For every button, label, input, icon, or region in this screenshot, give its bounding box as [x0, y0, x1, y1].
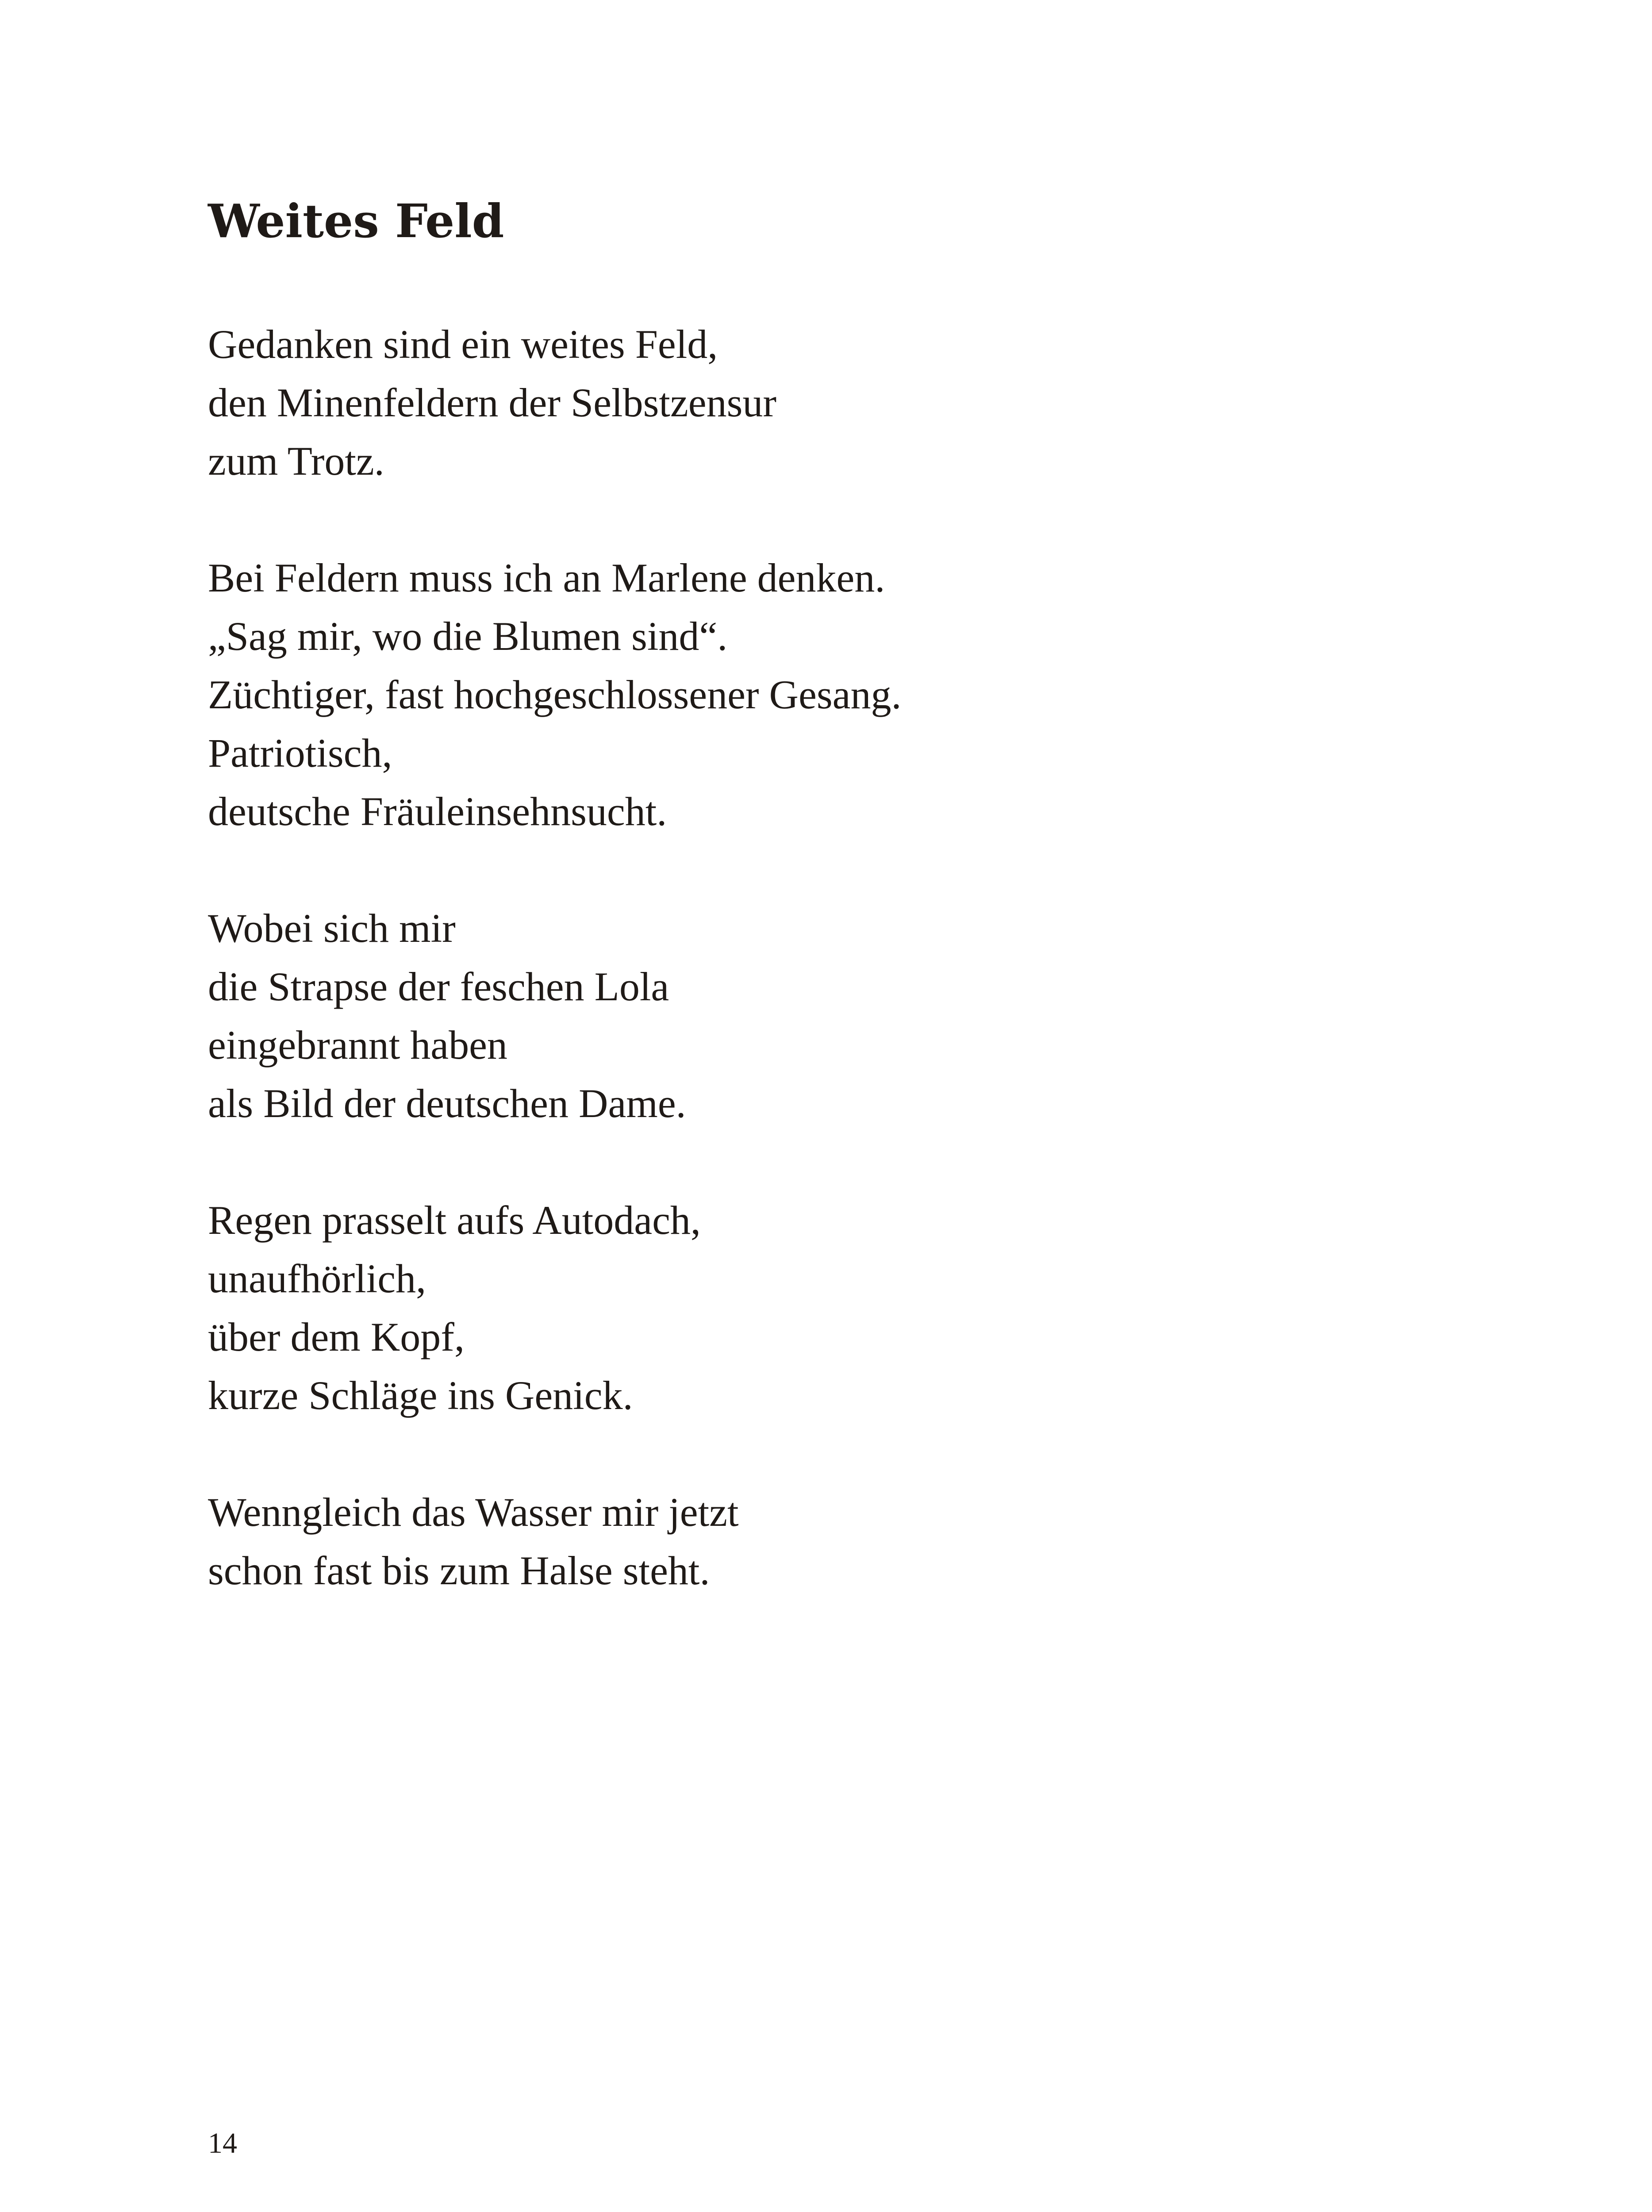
- poem-line: deutsche Fräuleinsehnsucht.: [208, 789, 667, 834]
- poem-line: Wenngleich das Wasser mir jetzt: [208, 1490, 739, 1535]
- poem-line: Regen prasselt aufs Autodach,: [208, 1198, 701, 1243]
- poem-line: über dem Kopf,: [208, 1314, 465, 1359]
- poem-line: als Bild der deutschen Dame.: [208, 1081, 686, 1126]
- poem-line: den Minenfeldern der Selbstzensur: [208, 380, 777, 425]
- poem-title: Weites Feld: [208, 194, 504, 248]
- poem-line: Züchtiger, fast hochgeschlossener Gesang.: [208, 672, 902, 717]
- poem-line: Wobei sich mir: [208, 906, 456, 951]
- stanza-4: [208, 1191, 1535, 1425]
- poem-line: zum Trotz.: [208, 438, 384, 484]
- poem-body: [208, 315, 1535, 1658]
- stanza-5: [208, 1483, 1535, 1600]
- stanza-1: [208, 315, 1535, 490]
- page-number: 14: [208, 2127, 237, 2159]
- poem-line: Patriotisch,: [208, 730, 392, 776]
- poem-line: eingebrannt haben: [208, 1022, 507, 1068]
- stanza-2: [208, 549, 1535, 841]
- poem-line: Bei Feldern muss ich an Marlene denken.: [208, 555, 885, 600]
- poem-line: schon fast bis zum Halse steht.: [208, 1548, 710, 1593]
- poem-line: unaufhörlich,: [208, 1256, 426, 1301]
- poem-line: „Sag mir, wo die Blumen sind“.: [208, 614, 728, 659]
- stanza-3: [208, 899, 1535, 1133]
- poem-line: Gedanken sind ein weites Feld,: [208, 322, 718, 367]
- poem-line: kurze Schläge ins Genick.: [208, 1373, 633, 1418]
- poem-line: die Strapse der feschen Lola: [208, 964, 669, 1009]
